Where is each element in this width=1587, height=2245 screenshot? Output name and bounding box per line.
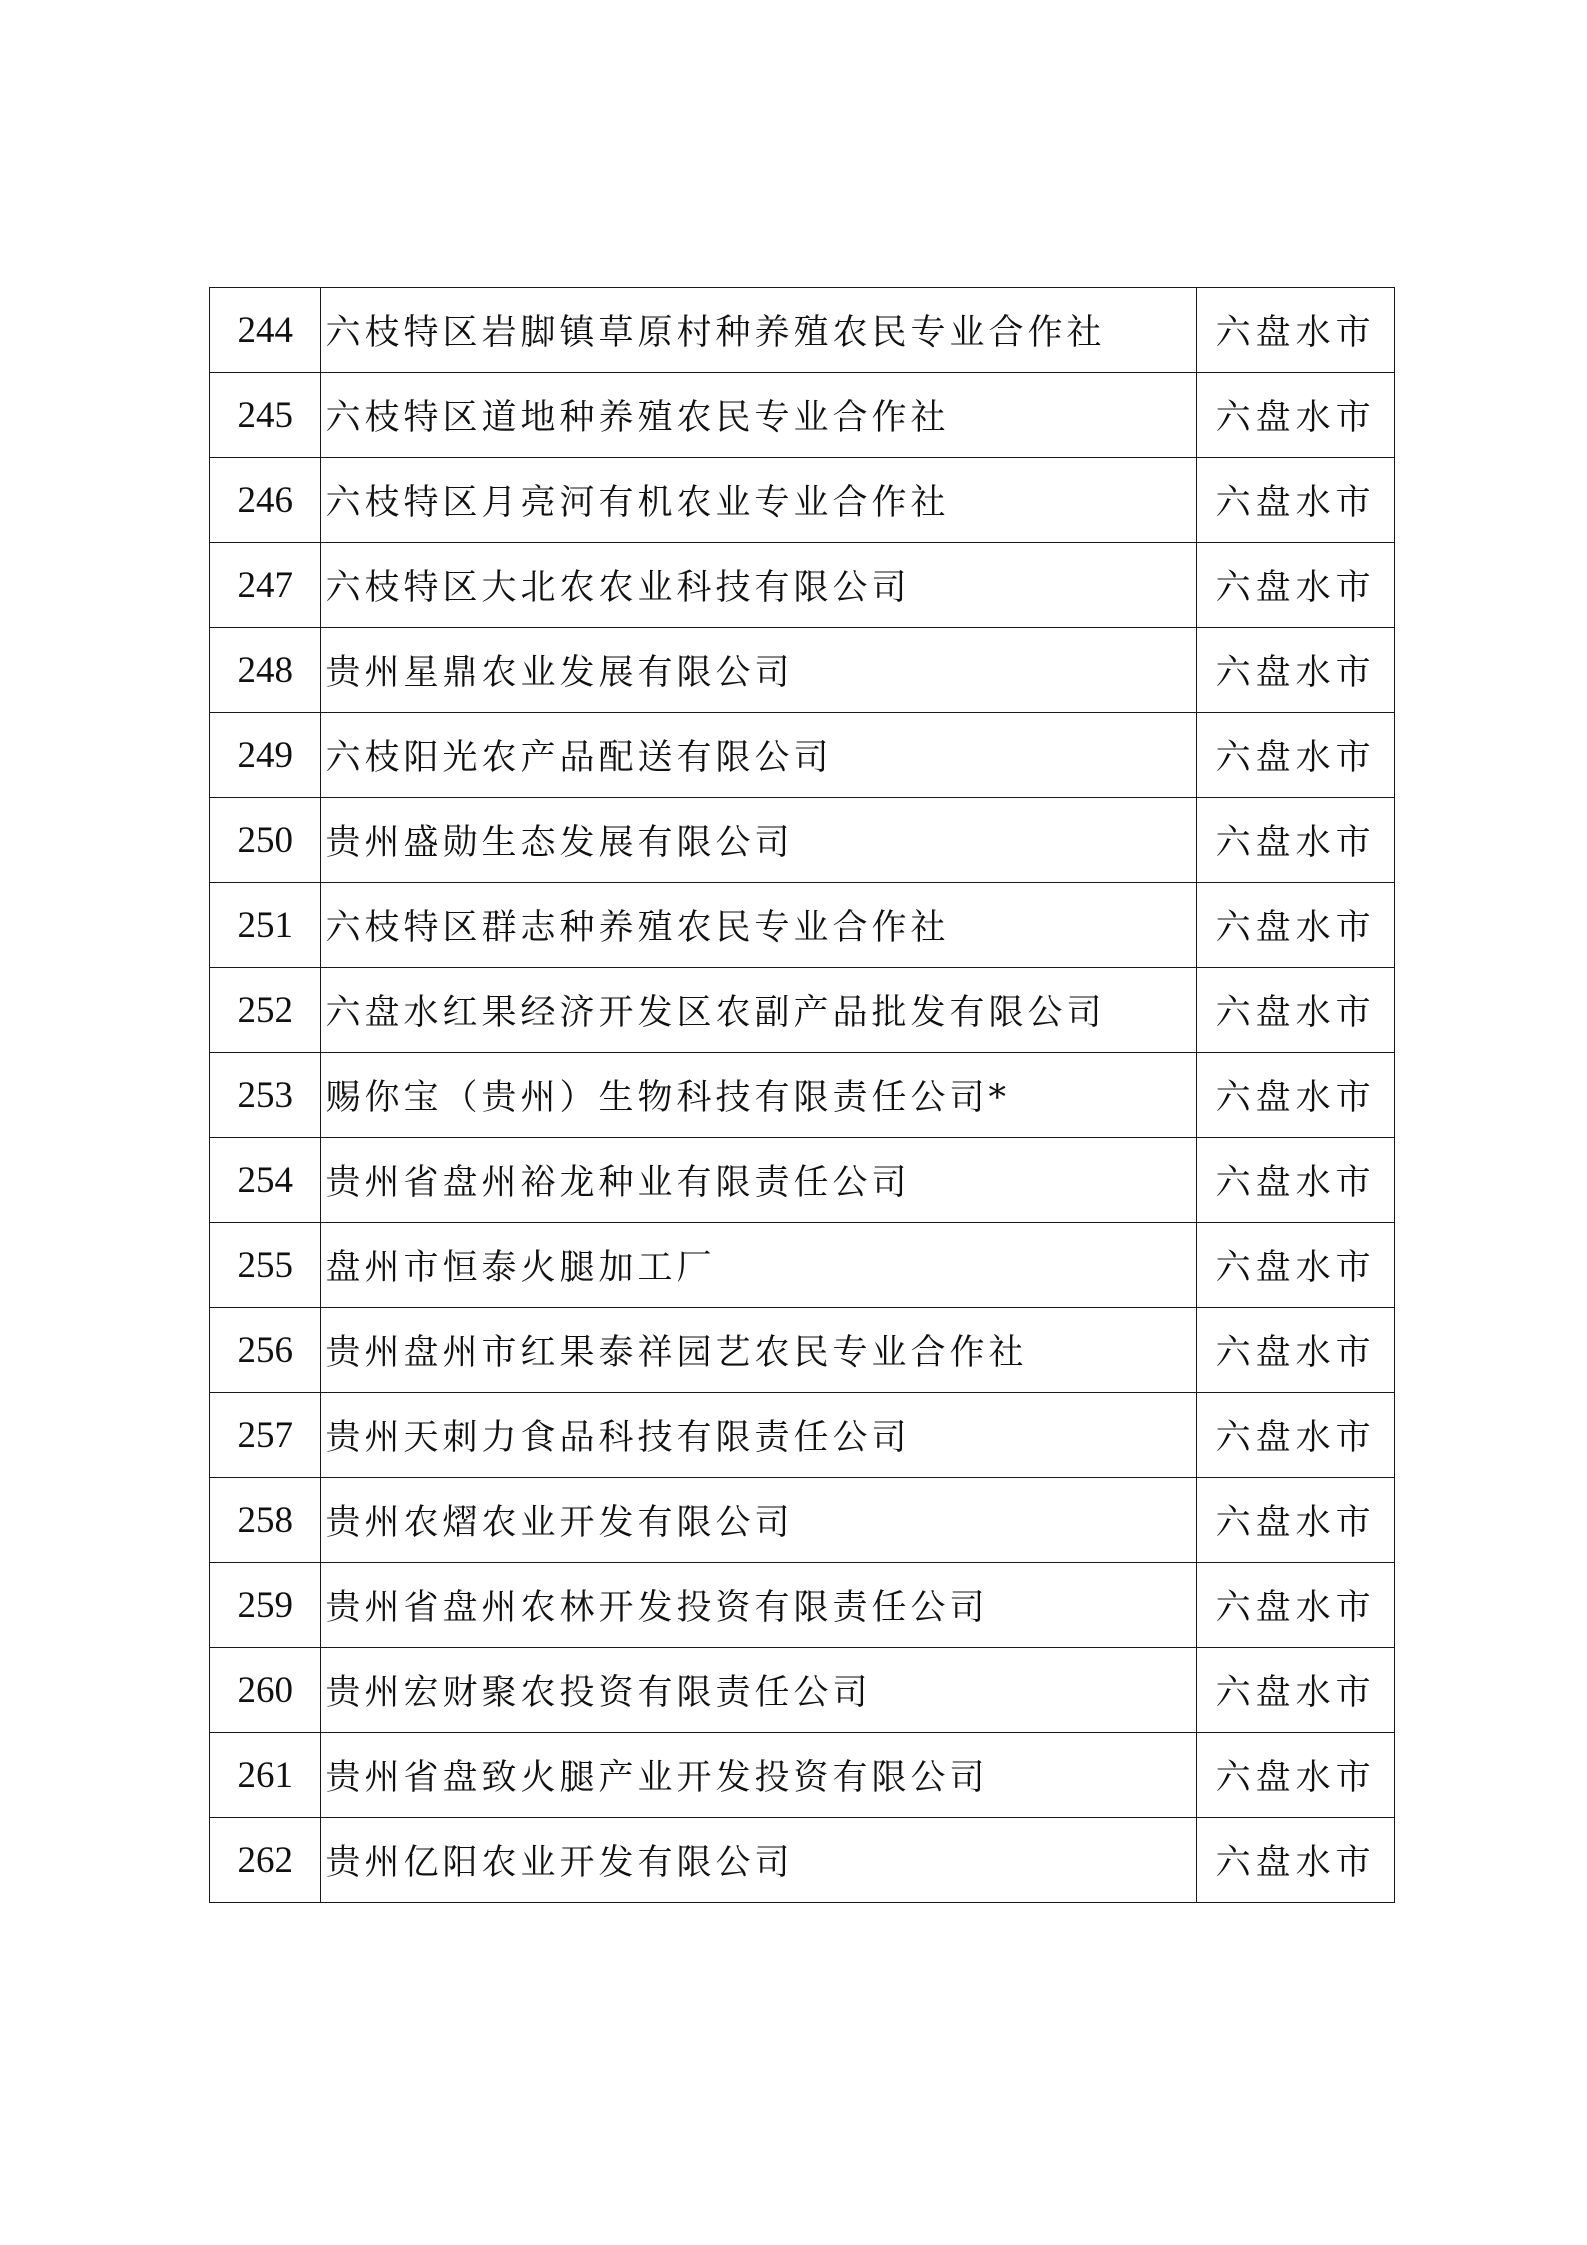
city-name: 六盘水市 <box>1197 628 1395 713</box>
row-number: 253 <box>210 1053 321 1138</box>
city-name: 六盘水市 <box>1197 968 1395 1053</box>
row-number: 252 <box>210 968 321 1053</box>
table-row <box>210 628 1395 713</box>
row-number: 259 <box>210 1563 321 1648</box>
enterprise-name: 六盘水红果经济开发区农副产品批发有限公司 <box>321 968 1197 1053</box>
row-number: 251 <box>210 883 321 968</box>
table-row <box>210 1138 1395 1223</box>
city-name: 六盘水市 <box>1197 1818 1395 1903</box>
city-name: 六盘水市 <box>1197 1393 1395 1478</box>
row-number: 248 <box>210 628 321 713</box>
city-name: 六盘水市 <box>1197 1138 1395 1223</box>
row-number: 258 <box>210 1478 321 1563</box>
table-row <box>210 798 1395 883</box>
enterprise-name: 贵州天刺力食品科技有限责任公司 <box>321 1393 1197 1478</box>
row-number: 261 <box>210 1733 321 1818</box>
table-row <box>210 288 1395 373</box>
enterprise-name: 贵州省盘致火腿产业开发投资有限公司 <box>321 1733 1197 1818</box>
enterprise-name: 盘州市恒泰火腿加工厂 <box>321 1223 1197 1308</box>
enterprise-name: 贵州盛勋生态发展有限公司 <box>321 798 1197 883</box>
table-row <box>210 1478 1395 1563</box>
city-name: 六盘水市 <box>1197 1053 1395 1138</box>
enterprise-name: 六枝特区大北农农业科技有限公司 <box>321 543 1197 628</box>
enterprise-name: 六枝特区群志种养殖农民专业合作社 <box>321 883 1197 968</box>
enterprise-name: 赐你宝（贵州）生物科技有限责任公司* <box>321 1053 1197 1138</box>
enterprise-name: 贵州省盘州裕龙种业有限责任公司 <box>321 1138 1197 1223</box>
enterprise-name: 贵州盘州市红果泰祥园艺农民专业合作社 <box>321 1308 1197 1393</box>
enterprise-name: 贵州亿阳农业开发有限公司 <box>321 1818 1197 1903</box>
enterprise-name: 六枝阳光农产品配送有限公司 <box>321 713 1197 798</box>
row-number: 249 <box>210 713 321 798</box>
row-number: 260 <box>210 1648 321 1733</box>
row-number: 255 <box>210 1223 321 1308</box>
row-number: 244 <box>210 288 321 373</box>
row-number: 247 <box>210 543 321 628</box>
city-name: 六盘水市 <box>1197 798 1395 883</box>
city-name: 六盘水市 <box>1197 1563 1395 1648</box>
row-number: 254 <box>210 1138 321 1223</box>
table-row <box>210 713 1395 798</box>
enterprise-name: 贵州星鼎农业发展有限公司 <box>321 628 1197 713</box>
enterprise-name: 贵州宏财聚农投资有限责任公司 <box>321 1648 1197 1733</box>
table-row <box>210 968 1395 1053</box>
table-row <box>210 458 1395 543</box>
enterprise-name: 贵州农熠农业开发有限公司 <box>321 1478 1197 1563</box>
row-number: 246 <box>210 458 321 543</box>
city-name: 六盘水市 <box>1197 1733 1395 1818</box>
table-row <box>210 1563 1395 1648</box>
city-name: 六盘水市 <box>1197 1223 1395 1308</box>
city-name: 六盘水市 <box>1197 373 1395 458</box>
table-body <box>210 288 1395 1903</box>
table-row <box>210 883 1395 968</box>
table-row <box>210 1648 1395 1733</box>
table-row <box>210 1053 1395 1138</box>
row-number: 245 <box>210 373 321 458</box>
enterprise-name: 六枝特区岩脚镇草原村种养殖农民专业合作社 <box>321 288 1197 373</box>
table-row <box>210 1308 1395 1393</box>
table-row <box>210 1393 1395 1478</box>
enterprise-name: 贵州省盘州农林开发投资有限责任公司 <box>321 1563 1197 1648</box>
row-number: 256 <box>210 1308 321 1393</box>
city-name: 六盘水市 <box>1197 883 1395 968</box>
city-name: 六盘水市 <box>1197 1648 1395 1733</box>
table-row <box>210 1223 1395 1308</box>
enterprise-name: 六枝特区道地种养殖农民专业合作社 <box>321 373 1197 458</box>
table-row <box>210 543 1395 628</box>
city-name: 六盘水市 <box>1197 1478 1395 1563</box>
table-row <box>210 1733 1395 1818</box>
city-name: 六盘水市 <box>1197 543 1395 628</box>
enterprise-name: 六枝特区月亮河有机农业专业合作社 <box>321 458 1197 543</box>
city-name: 六盘水市 <box>1197 1308 1395 1393</box>
city-name: 六盘水市 <box>1197 713 1395 798</box>
enterprise-table <box>209 287 1395 1903</box>
row-number: 250 <box>210 798 321 883</box>
city-name: 六盘水市 <box>1197 458 1395 543</box>
row-number: 262 <box>210 1818 321 1903</box>
city-name: 六盘水市 <box>1197 288 1395 373</box>
table-row <box>210 373 1395 458</box>
table-row <box>210 1818 1395 1903</box>
row-number: 257 <box>210 1393 321 1478</box>
